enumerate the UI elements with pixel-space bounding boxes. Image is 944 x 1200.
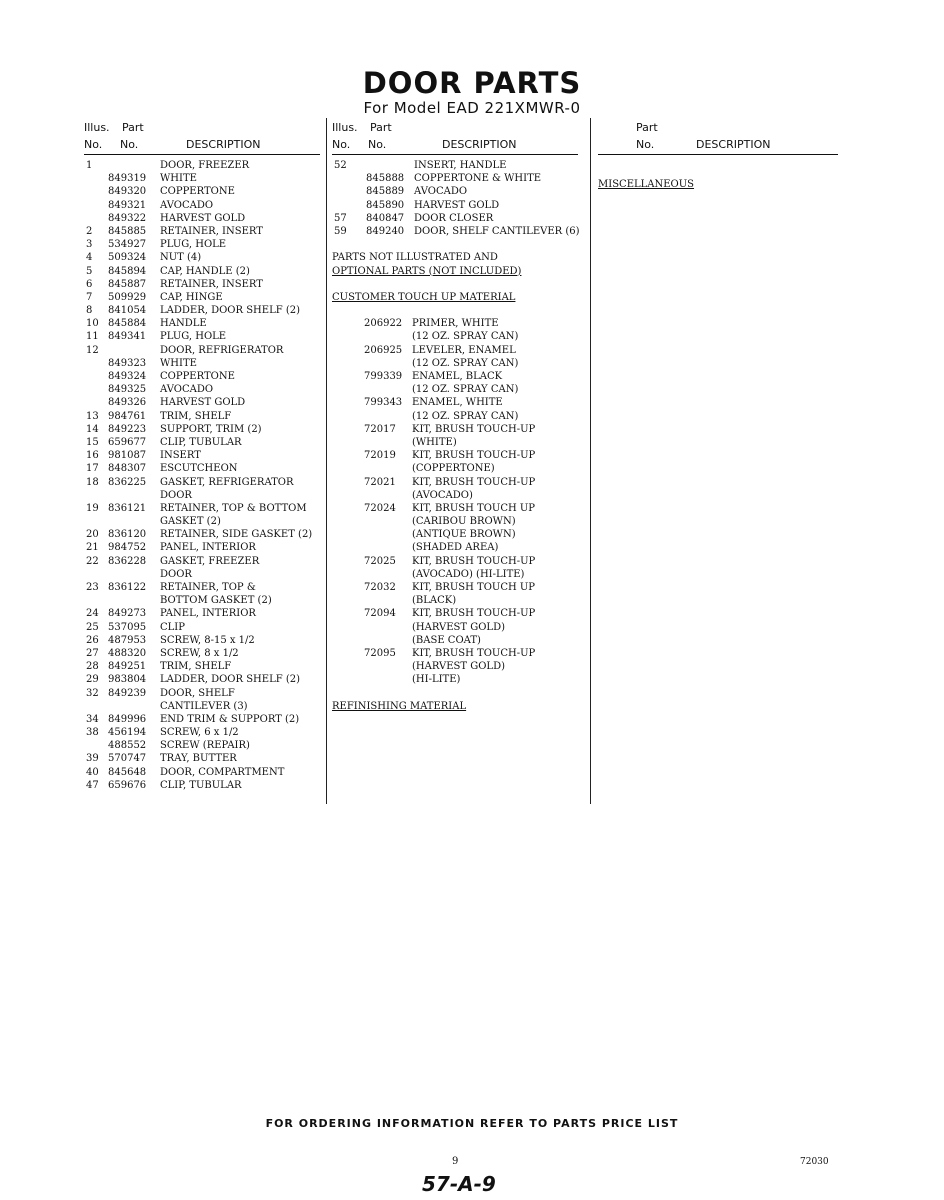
part-number: 799343: [364, 397, 403, 409]
list-item: [332, 621, 578, 634]
part-description: INSERT, HANDLE: [414, 160, 507, 171]
illus-number: 11: [86, 331, 99, 343]
list-item: [84, 726, 320, 739]
part-description: AVOCADO: [160, 199, 214, 211]
part-number: 509929: [108, 291, 147, 303]
list-item: [84, 555, 320, 568]
list-item: [332, 172, 578, 185]
illus-number: 19: [86, 502, 99, 514]
part-description: SCREW, 6 x 1/2: [160, 727, 239, 739]
part-description: COPPERTONE & WHITE: [414, 173, 542, 185]
part-number: 845889: [366, 186, 405, 198]
list-item: [84, 449, 320, 462]
part-description: LADDER, DOOR SHELF (2): [160, 305, 300, 317]
part-number: 456194: [108, 727, 147, 739]
list-item: [332, 647, 578, 660]
illus-number: 57: [334, 212, 347, 224]
list-item: [332, 370, 578, 383]
part-description: KIT, BRUSH TOUCH-UP: [412, 450, 536, 462]
list-item: [84, 357, 320, 370]
column-header: Illus. Part No. No. DESCRIPTION: [332, 118, 578, 155]
document-number: 72030: [800, 1157, 829, 1167]
list-item: [332, 634, 578, 647]
part-number: 836120: [108, 529, 147, 541]
part-description: WHITE: [160, 357, 197, 369]
part-description: HARVEST GOLD: [160, 397, 246, 409]
part-number: 836122: [108, 582, 147, 593]
list-item: [332, 410, 578, 423]
part-description: AVOCADO: [160, 384, 214, 396]
column-header: Illus. Part No. No. DESCRIPTION: [84, 118, 320, 155]
part-number: 849324: [108, 371, 147, 382]
part-description: RETAINER, TOP &: [160, 582, 256, 593]
list-item: [84, 317, 320, 330]
list-item: [332, 344, 578, 357]
part-number: 849239: [108, 687, 147, 699]
part-number: 537095: [108, 621, 147, 633]
part-description: SUPPORT, TRIM (2): [160, 423, 262, 435]
part-description: (12 OZ. SPRAY CAN): [412, 384, 519, 396]
list-item: [84, 581, 320, 594]
part-description: ENAMEL, BLACK: [412, 371, 503, 382]
part-number: 845884: [108, 318, 147, 330]
list-item: [84, 199, 320, 212]
list-item: [84, 225, 320, 238]
part-description: GASKET (2): [160, 516, 221, 528]
part-number: 488320: [108, 647, 147, 659]
part-description: PLUG, HOLE: [160, 331, 227, 343]
part-description: RETAINER, INSERT: [160, 278, 263, 290]
part-number: 72095: [364, 647, 396, 659]
list-item: [332, 607, 578, 620]
part-number: 72094: [364, 608, 396, 620]
illus-number: 23: [86, 582, 99, 593]
part-description: PANEL, INTERIOR: [160, 542, 256, 554]
part-description: HARVEST GOLD: [414, 199, 500, 211]
part-description: (WHITE): [412, 436, 457, 448]
part-number: 984761: [108, 410, 147, 422]
list-item: [84, 515, 320, 528]
list-item: [84, 766, 320, 779]
part-description: KIT, BRUSH TOUCH-UP: [412, 555, 536, 567]
list-item: [84, 172, 320, 185]
list-item: [84, 502, 320, 515]
part-number: 799339: [364, 371, 403, 382]
part-number: 849323: [108, 357, 147, 369]
part-number: 72021: [364, 476, 396, 488]
list-item: [332, 568, 578, 581]
list-item: [332, 489, 578, 502]
part-number: 849326: [108, 397, 147, 409]
part-number: 836228: [108, 555, 147, 567]
list-item: [332, 396, 578, 409]
part-description: CLIP: [160, 621, 185, 633]
part-description: PANEL, INTERIOR: [160, 608, 256, 620]
part-number: 849341: [108, 331, 147, 343]
part-description: PLUG, HOLE: [160, 239, 227, 251]
part-description: (COPPERTONE): [412, 463, 495, 475]
list-item: [332, 515, 578, 528]
part-number: 534927: [108, 239, 147, 251]
part-number: 836121: [108, 502, 147, 514]
part-description: CLIP, TUBULAR: [160, 779, 242, 791]
illus-number: 25: [86, 621, 99, 633]
illus-number: 10: [86, 318, 99, 330]
list-item: [84, 304, 320, 317]
part-description: DOOR, SHELF: [160, 687, 235, 699]
list-item: [84, 607, 320, 620]
part-description: CANTILEVER (3): [160, 700, 248, 712]
part-number: 488552: [108, 740, 147, 752]
list-item: [84, 159, 320, 172]
list-item: [84, 779, 320, 792]
part-description: INSERT: [160, 450, 201, 462]
notes-line: PARTS NOT ILLUSTRATED AND: [332, 252, 498, 264]
part-description: (ANTIQUE BROWN): [412, 529, 516, 541]
list-item: [84, 370, 320, 383]
list-item: [84, 541, 320, 554]
list-item: [84, 330, 320, 343]
part-number: 849223: [108, 423, 147, 435]
part-number: 845887: [108, 278, 147, 290]
part-description: NUT (4): [160, 252, 202, 264]
part-description: DOOR, REFRIGERATOR: [160, 344, 284, 356]
list-item: [84, 673, 320, 686]
illus-number: 40: [86, 766, 99, 778]
list-item: [332, 528, 578, 541]
part-description: (SHADED AREA): [412, 542, 499, 554]
illus-number: 4: [86, 252, 93, 264]
part-description: (12 OZ. SPRAY CAN): [412, 410, 519, 422]
notes-line: OPTIONAL PARTS (NOT INCLUDED): [332, 265, 522, 277]
part-description: BOTTOM GASKET (2): [160, 595, 272, 607]
part-number: 849320: [108, 186, 147, 198]
illus-number: 26: [86, 634, 99, 646]
part-description: (HARVEST GOLD): [412, 661, 505, 673]
illus-number: 6: [86, 278, 93, 290]
ordering-footer: FOR ORDERING INFORMATION REFER TO PARTS PRICE LIST: [265, 1117, 679, 1130]
part-description: CLIP, TUBULAR: [160, 436, 242, 448]
part-description: SCREW, 8-15 x 1/2: [160, 634, 255, 646]
part-description: KIT, BRUSH TOUCH-UP: [412, 647, 536, 659]
illus-number: 27: [86, 647, 99, 659]
list-item: [332, 159, 578, 172]
list-item: [84, 383, 320, 396]
list-item: [332, 660, 578, 673]
list-item: [332, 462, 578, 475]
illus-number: 14: [86, 423, 99, 435]
list-item: [332, 541, 578, 554]
part-description: HANDLE: [160, 318, 207, 330]
illus-number: 2: [86, 225, 93, 237]
part-number: 72024: [364, 502, 396, 514]
part-description: DOOR CLOSER: [414, 212, 494, 224]
part-number: 570747: [108, 753, 147, 765]
part-number: 206925: [364, 344, 403, 356]
parts-column-1: [84, 118, 320, 792]
part-description: RETAINER, INSERT: [160, 225, 263, 237]
list-item: [332, 330, 578, 343]
part-number: 849322: [108, 212, 147, 224]
part-number: 849996: [108, 713, 147, 725]
illus-number: 5: [86, 265, 93, 277]
part-description: WHITE: [160, 173, 197, 185]
part-description: (HI-LITE): [412, 674, 461, 686]
illus-number: 17: [86, 463, 99, 475]
list-item: [84, 344, 320, 357]
list-item: [84, 489, 320, 502]
page-title: DOOR PARTS: [362, 66, 582, 100]
model-subtitle: For Model EAD 221XMWR-0: [363, 99, 581, 117]
list-item: [84, 634, 320, 647]
list-item: [84, 462, 320, 475]
part-description: LEVELER, ENAMEL: [412, 344, 516, 356]
part-description: KIT, BRUSH TOUCH-UP: [412, 608, 536, 620]
illus-number: 39: [86, 753, 99, 765]
part-number: 487953: [108, 634, 147, 646]
part-description: KIT, BRUSH TOUCH-UP: [412, 423, 536, 435]
list-item: [84, 568, 320, 581]
illus-number: 29: [86, 674, 99, 686]
list-item: [84, 528, 320, 541]
part-description: (BLACK): [412, 595, 457, 607]
part-number: 840847: [366, 212, 405, 224]
part-description: ESCUTCHEON: [160, 463, 238, 475]
illus-number: 7: [86, 291, 93, 303]
part-description: (CARIBOU BROWN): [412, 516, 516, 528]
part-number: 72019: [364, 450, 396, 462]
part-description: DOOR, SHELF CANTILEVER (6): [414, 225, 580, 237]
part-description: SCREW (REPAIR): [160, 740, 250, 752]
part-number: 849273: [108, 608, 147, 620]
illus-number: 12: [86, 344, 99, 356]
list-item: [84, 212, 320, 225]
part-description: (BASE COAT): [412, 634, 481, 646]
illus-number: 52: [334, 160, 347, 171]
illus-number: 47: [86, 779, 99, 791]
page-number: 9: [452, 1156, 459, 1167]
illus-number: 22: [86, 555, 99, 567]
part-number: 849251: [108, 661, 147, 673]
illus-number: 8: [86, 305, 93, 317]
part-description: END TRIM & SUPPORT (2): [160, 713, 300, 725]
list-item: [332, 673, 578, 686]
part-number: 849325: [108, 384, 147, 396]
part-number: 509324: [108, 252, 147, 264]
part-number: 206922: [364, 318, 403, 330]
touch-up-list: [332, 317, 578, 686]
part-number: 845648: [108, 766, 147, 778]
list-item: [332, 357, 578, 370]
part-description: KIT, BRUSH TOUCH UP: [412, 582, 536, 593]
list-item: [332, 581, 578, 594]
part-number: 849319: [108, 173, 147, 185]
part-description: PRIMER, WHITE: [412, 318, 499, 330]
part-description: DOOR: [160, 568, 192, 580]
illus-number: 21: [86, 542, 99, 554]
part-description: AVOCADO: [414, 186, 468, 198]
illus-number: 34: [86, 713, 99, 725]
list-item: [332, 185, 578, 198]
section-heading-refinishing: REFINISHING MATERIAL: [332, 700, 467, 712]
part-number: 659676: [108, 779, 147, 791]
illus-number: 3: [86, 239, 93, 251]
list-item: [332, 423, 578, 436]
list-item: [332, 225, 578, 238]
part-description: (HARVEST GOLD): [412, 621, 505, 633]
part-description: ENAMEL, WHITE: [412, 397, 503, 409]
part-number: 848307: [108, 463, 147, 475]
part-description: DOOR, FREEZER: [160, 160, 250, 171]
list-item: [84, 739, 320, 752]
part-description: (12 OZ. SPRAY CAN): [412, 357, 519, 369]
list-item: [84, 700, 320, 713]
part-description: HARVEST GOLD: [160, 212, 246, 224]
list-item: [84, 621, 320, 634]
list-item: [332, 555, 578, 568]
list-item: [84, 291, 320, 304]
list-item: [84, 238, 320, 251]
list-item: [84, 647, 320, 660]
part-number: 845894: [108, 265, 147, 277]
illus-number: 32: [86, 687, 99, 699]
column-divider: [590, 118, 591, 804]
part-number: 72032: [364, 582, 396, 593]
list-item: [84, 687, 320, 700]
illus-number: 15: [86, 436, 99, 448]
illus-number: 38: [86, 727, 99, 739]
list-item: [84, 423, 320, 436]
list-item: [84, 660, 320, 673]
part-number: 983804: [108, 674, 147, 686]
part-description: KIT, BRUSH TOUCH UP: [412, 502, 536, 514]
part-description: TRAY, BUTTER: [160, 753, 237, 765]
list-item: [332, 502, 578, 515]
part-description: SCREW, 8 x 1/2: [160, 647, 239, 659]
part-number: 72025: [364, 555, 396, 567]
part-description: DOOR, COMPARTMENT: [160, 766, 285, 778]
part-number: 845885: [108, 225, 147, 237]
part-description: GASKET, FREEZER: [160, 555, 260, 567]
part-description: (AVOCADO) (HI-LITE): [412, 568, 525, 580]
illus-number: 13: [86, 410, 99, 422]
part-description: (12 OZ. SPRAY CAN): [412, 331, 519, 343]
list-item: [332, 476, 578, 489]
list-item: [84, 265, 320, 278]
list-item: [84, 185, 320, 198]
part-description: LADDER, DOOR SHELF (2): [160, 674, 300, 686]
list-item: [84, 278, 320, 291]
section-heading-miscellaneous: MISCELLANEOUS: [598, 179, 695, 191]
illus-number: 59: [334, 225, 347, 237]
list-item: [84, 436, 320, 449]
list-item: [84, 594, 320, 607]
section-heading-customer-touch-up: CUSTOMER TOUCH UP MATERIAL: [332, 291, 516, 303]
part-number: 841054: [108, 305, 147, 317]
list-item: [332, 436, 578, 449]
part-number: 72017: [364, 423, 396, 435]
part-description: TRIM, SHELF: [160, 661, 232, 673]
illus-number: 18: [86, 476, 99, 488]
part-number: 981087: [108, 450, 147, 462]
column-header: Part No. DESCRIPTION: [598, 118, 838, 155]
part-description: TRIM, SHELF: [160, 410, 232, 422]
part-description: CAP, HANDLE (2): [160, 265, 250, 277]
list-item: [332, 199, 578, 212]
part-description: RETAINER, SIDE GASKET (2): [160, 529, 313, 541]
list-item: [332, 383, 578, 396]
part-number: 849321: [108, 199, 147, 211]
column-divider: [326, 118, 327, 804]
illus-number: 16: [86, 450, 99, 462]
part-number: 836225: [108, 476, 147, 488]
list-item: [84, 251, 320, 264]
part-description: RETAINER, TOP & BOTTOM: [160, 502, 307, 514]
part-description: GASKET, REFRIGERATOR: [160, 476, 294, 488]
part-description: CAP, HINGE: [160, 291, 223, 303]
list-item: [84, 752, 320, 765]
illus-number: 1: [86, 160, 93, 171]
part-description: COPPERTONE: [160, 371, 235, 382]
list-item: [84, 476, 320, 489]
part-number: 845890: [366, 199, 405, 211]
list-item: [332, 449, 578, 462]
illus-number: 24: [86, 608, 99, 620]
illus-number: 20: [86, 529, 99, 541]
part-number: 845888: [366, 173, 405, 185]
list-item: [84, 410, 320, 423]
list-item: [332, 594, 578, 607]
part-number: 984752: [108, 542, 147, 554]
list-item: [332, 212, 578, 225]
part-description: COPPERTONE: [160, 186, 235, 198]
illus-number: 28: [86, 661, 99, 673]
parts-list: [332, 159, 578, 238]
parts-column-2: [332, 118, 578, 726]
part-number: 849240: [366, 225, 405, 237]
part-description: (AVOCADO): [412, 489, 473, 501]
list-item: [332, 317, 578, 330]
part-description: DOOR: [160, 489, 192, 501]
handwritten-annotation: 57-A-9: [422, 1172, 496, 1196]
part-description: KIT, BRUSH TOUCH-UP: [412, 476, 536, 488]
part-number: 659677: [108, 436, 147, 448]
list-item: [84, 713, 320, 726]
parts-list: [84, 155, 320, 792]
parts-column-3: [598, 118, 838, 197]
list-item: [84, 396, 320, 409]
